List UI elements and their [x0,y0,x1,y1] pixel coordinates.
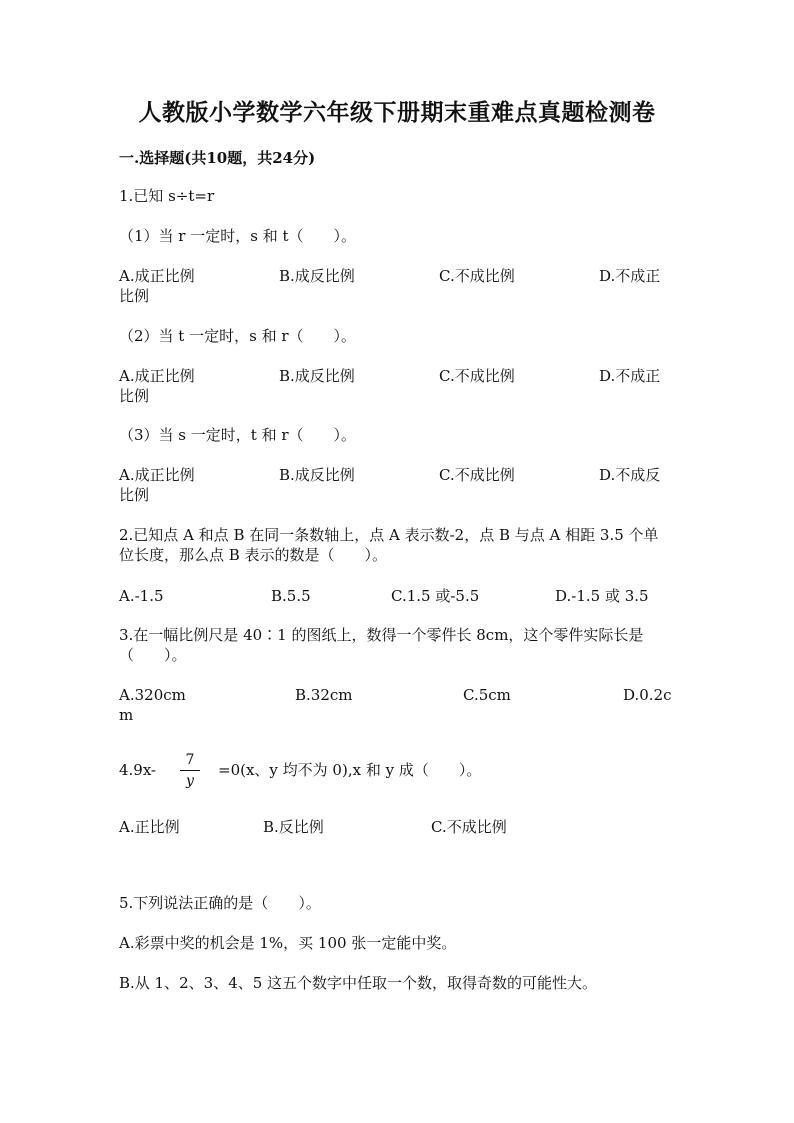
fraction-numerator: 7 [185,752,195,768]
q2-option-a: A.-1.5 [119,587,164,605]
question-2-stem-line-1: 2.已知点 A 和点 B 在同一条数轴上，点 A 表示数-2，点 B 与点 A 相距 3.5 个单 [119,526,659,544]
fraction-denominator: y [186,773,194,789]
q5-option-b: B.从 1、2、3、4、5 这五个数字中任取一个数，取得奇数的可能性大。 [119,974,598,992]
q2-option-d: D.-1.5 或 3.5 [555,587,649,605]
question-1-stem: 1.已知 s÷t=r [119,187,215,205]
question-1-2-stem: （2）当 t 一定时，s 和 r（ ）。 [119,327,357,345]
q2-option-b: B.5.5 [271,587,311,605]
q1-1-option-a: A.成正比例 [119,267,195,285]
q1-3-option-d: D.不成反 [599,466,661,484]
q1-2-option-c: C.不成比例 [439,367,515,385]
question-2-stem-line-2: 位长度，那么点 B 表示的数是（ ）。 [119,546,388,564]
q1-1-option-c: C.不成比例 [439,267,515,285]
q3-option-b: B.32cm [295,686,353,704]
q1-3-option-c: C.不成比例 [439,466,515,484]
q1-1-option-d: D.不成正 [599,267,661,285]
question-4-fraction [180,751,200,790]
question-1-3-stem: （3）当 s 一定时，t 和 r（ ）。 [119,426,357,444]
q4-option-b: B.反比例 [263,818,324,836]
q1-3-option-d-wrap: 比例 [119,486,150,504]
question-3-stem-line-2: （ ）。 [119,646,187,664]
q1-1-option-d-wrap: 比例 [119,287,150,305]
q1-2-option-d: D.不成正 [599,367,661,385]
q1-1-option-b: B.成反比例 [279,267,355,285]
q5-option-a: A.彩票中奖的机会是 1%，买 100 张一定能中奖。 [119,934,457,952]
q3-option-a: A.320cm [119,686,186,704]
fraction-bar [180,770,200,771]
q1-2-option-a: A.成正比例 [119,367,195,385]
q4-option-c: C.不成比例 [431,818,507,836]
page-title: 人教版小学数学六年级下册期末重难点真题检测卷 [138,99,656,126]
question-1-1-stem: （1）当 r 一定时，s 和 t（ ）。 [119,227,357,245]
question-4-suffix: =0(x、y 均不为 0),x 和 y 成（ ）。 [218,761,482,779]
q1-2-option-b: B.成反比例 [279,367,355,385]
q4-option-a: A.正比例 [119,818,180,836]
question-3-stem-line-1: 3.在一幅比例尺是 40∶1 的图纸上，数得一个零件长 8cm，这个零件实际长是 [119,626,644,644]
q3-option-c: C.5cm [463,686,511,704]
q2-option-c: C.1.5 或-5.5 [391,587,480,605]
q1-3-option-b: B.成反比例 [279,466,355,484]
section-heading: 一.选择题(共10题，共24分) [119,149,316,167]
q1-3-option-a: A.成正比例 [119,466,195,484]
q3-option-d: D.0.2c [623,686,672,704]
question-4-prefix: 4.9x- [119,761,157,779]
q3-option-d-wrap: m [119,706,134,724]
question-5-stem: 5.下列说法正确的是（ ）。 [119,894,321,912]
q1-2-option-d-wrap: 比例 [119,387,150,405]
